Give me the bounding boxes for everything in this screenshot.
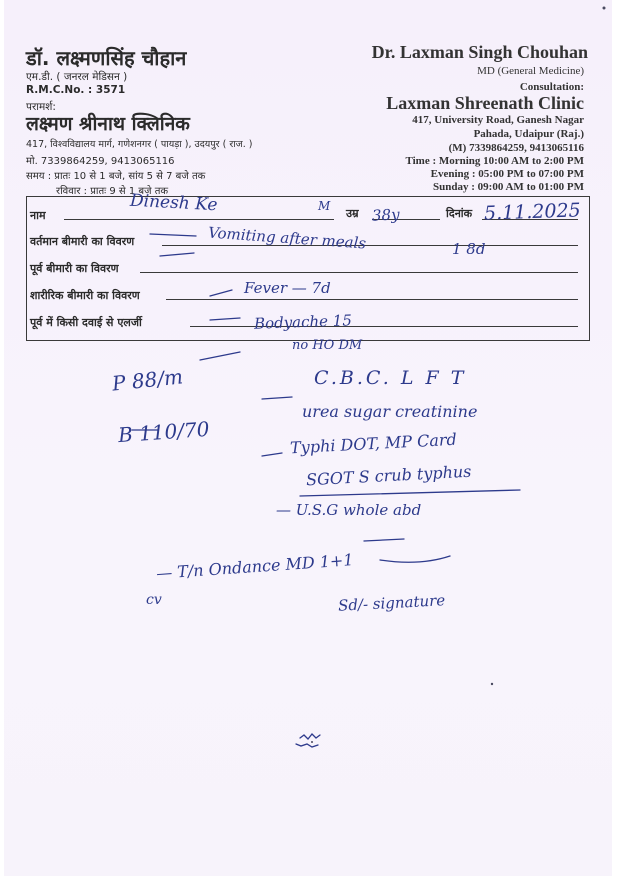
- timing-hindi: समय : प्रातः 10 से 1 बजे, सांय 5 से 7 बजे तक: [26, 171, 206, 182]
- allergy-label: पूर्व में किसी दवाई से एलर्जी: [30, 316, 142, 329]
- physical-handwritten: Fever — 7d: [244, 279, 331, 297]
- degree-english: MD (General Medicine): [477, 65, 584, 77]
- investigation-4: SGOT S crub typhus: [305, 461, 472, 490]
- date-handwritten: 5.11.2025: [483, 199, 582, 225]
- investigation-1: C.B.C. L F T: [314, 367, 467, 389]
- current-illness-handwritten: Vomiting after meals: [207, 223, 367, 253]
- rmc-number: R.M.C.No. : 3571: [26, 84, 126, 96]
- pen-dash: [210, 290, 232, 296]
- time-sunday: Sunday : 09:00 AM to 01:00 PM: [433, 181, 584, 193]
- time-evening: Evening : 05:00 PM to 07:00 PM: [430, 168, 584, 180]
- sunday-hindi: रविवार : प्रातः 9 से 1 बजे तक: [56, 186, 169, 197]
- pen-dash: [364, 539, 404, 541]
- consultation-label: Consultation:: [519, 81, 584, 93]
- patient-name-handwritten: Dinesh Ke: [129, 190, 218, 216]
- phone-hindi: मो. 7339864259, 9413065116: [26, 156, 175, 167]
- current-duration-handwritten: 1 8d: [452, 240, 486, 258]
- pen-dash: [262, 397, 292, 399]
- name-label: नाम: [30, 209, 46, 222]
- allergy-handwritten: Bodyache 15: [253, 311, 353, 333]
- address-hindi: 417, विश्वविद्यालय मार्ग, गणेशनगर ( पायड़ा ), उदयपुर ( राज. ): [26, 139, 253, 150]
- pulse-handwritten: P 88/m: [110, 364, 185, 396]
- bp-handwritten: B 110/70: [117, 416, 211, 448]
- investigation-5: — U.S.G whole abd: [276, 501, 422, 519]
- current-illness-label: वर्तमान बीमारी का विवरण: [30, 235, 135, 248]
- underline: [300, 490, 520, 496]
- pen-dash: [160, 253, 194, 256]
- phone-english: (M) 7339864259, 9413065116: [448, 142, 584, 154]
- physical-illness-label: शारीरिक बीमारी का विवरण: [30, 289, 140, 302]
- degree-hindi: एम.डी. ( जनरल मेडिसन ): [26, 71, 128, 83]
- pen-dash: [210, 318, 240, 320]
- pen-arrow: [262, 453, 282, 456]
- investigation-2: urea sugar creatinine: [302, 402, 478, 421]
- consult-label-hindi: परामर्श:: [26, 101, 56, 113]
- treatment-note: — T/n Ondance MD 1+1: [155, 550, 355, 583]
- pen-dash: [150, 234, 196, 236]
- patient-sex-handwritten: M: [318, 199, 331, 213]
- age-handwritten: 38y: [371, 205, 401, 225]
- pen-dash: [200, 352, 240, 360]
- past-illness-label: पूर्व बीमारी का विवरण: [30, 262, 119, 275]
- doctor-name-hindi: डॉ. लक्ष्मणसिंह चौहान: [26, 46, 187, 70]
- pen-stroke: [380, 556, 450, 562]
- stamp-smudge: [296, 744, 318, 747]
- date-label: दिनांक: [446, 207, 473, 220]
- paper-dot: [311, 741, 313, 743]
- treatment-note-2: cv: [146, 592, 162, 608]
- paper-dot: [603, 7, 606, 10]
- history-handwritten: no HO DM: [292, 338, 363, 353]
- address-line1: 417, University Road, Ganesh Nagar: [412, 114, 584, 126]
- stamp-smudge: [300, 734, 320, 739]
- paper-dot: [491, 683, 493, 685]
- age-label: उम्र: [346, 207, 359, 220]
- address-line2: Pahada, Udaipur (Raj.): [473, 128, 584, 140]
- doctor-signature: Sd/- signature: [337, 591, 446, 615]
- clinic-name-hindi: लक्ष्मण श्रीनाथ क्लिनिक: [26, 113, 190, 135]
- doctor-name-english: Dr. Laxman Singh Chouhan: [371, 42, 588, 62]
- time-morning: Time : Morning 10:00 AM to 2:00 PM: [405, 155, 584, 167]
- investigation-3: Typhi DOT, MP Card: [289, 429, 458, 458]
- clinic-name-english: Laxman Shreenath Clinic: [386, 93, 584, 113]
